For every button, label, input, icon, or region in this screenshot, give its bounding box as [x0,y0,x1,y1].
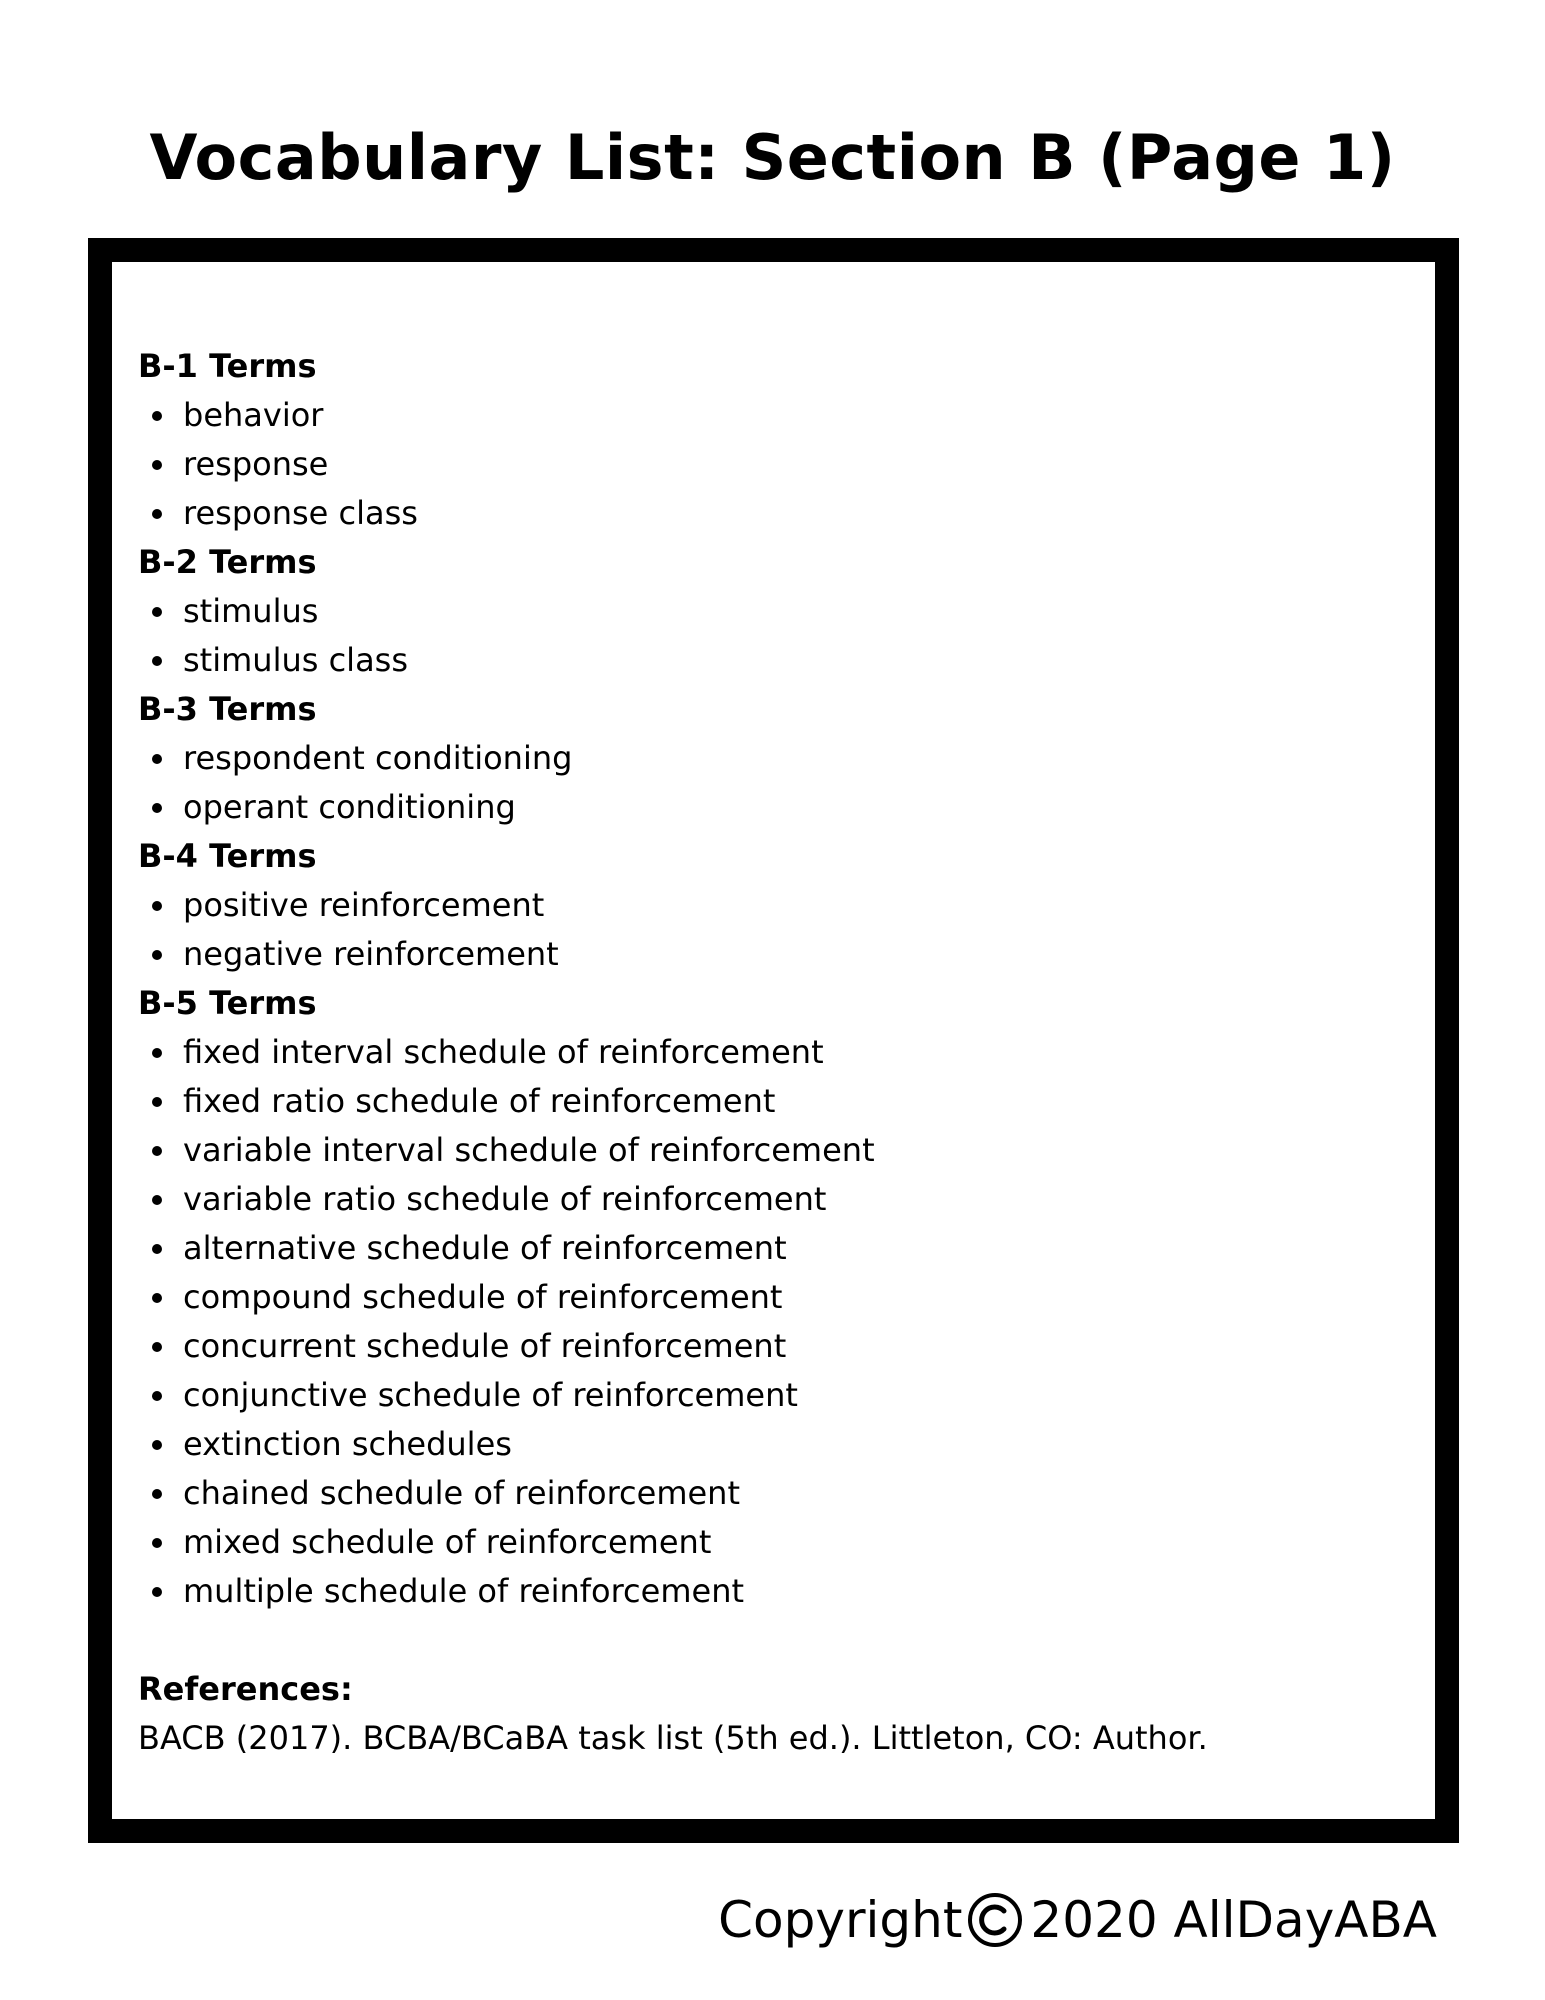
group-heading: B-2 Terms [138,543,317,581]
bullet-icon [152,1489,162,1499]
group-heading: B-5 Terms [138,984,317,1022]
bullet-icon [152,901,162,911]
term-list [138,1028,1438,1616]
term-item [138,1518,1438,1567]
bullet-icon [152,1587,162,1597]
term-text: operant conditioning [183,788,516,826]
bullet-icon [152,1342,162,1352]
term-item [138,1273,1438,1322]
term-text: conjunctive schedule of reinforcement [183,1376,798,1414]
term-text: mixed schedule of reinforcement [183,1523,712,1561]
term-item [138,1028,1438,1077]
copyright-suffix: 2020 AllDayABA [1030,1891,1437,1949]
term-text: concurrent schedule of reinforcement [183,1327,787,1365]
bullet-icon [152,1195,162,1205]
term-list [138,881,1438,979]
vocabulary-content [138,342,1438,1763]
term-group-b3 [138,685,1438,832]
bullet-icon [152,803,162,813]
term-text: multiple schedule of reinforcement [183,1572,745,1610]
bullet-icon [152,1293,162,1303]
page-title: Vocabulary List: Section B (Page 1) [149,121,1396,194]
group-heading: B-4 Terms [138,837,317,875]
term-item [138,1175,1438,1224]
bullet-icon [152,1097,162,1107]
term-text: response [183,445,329,483]
term-item [138,636,1438,685]
term-text: extinction schedules [183,1425,512,1463]
term-text: positive reinforcement [183,886,545,924]
group-heading: B-3 Terms [138,690,317,728]
bullet-icon [152,1391,162,1401]
term-item [138,930,1438,979]
term-text: respondent conditioning [183,739,573,777]
term-item [138,440,1438,489]
term-item [138,489,1438,538]
bullet-icon [152,1538,162,1548]
term-text: chained schedule of reinforcement [183,1474,740,1512]
bullet-icon [152,607,162,617]
copyright-prefix: Copyright [718,1891,963,1949]
term-text: stimulus [183,592,319,630]
copyright-notice [718,1885,1437,1955]
term-group-b1 [138,342,1438,538]
copyright-icon [966,1891,1024,1949]
term-item [138,587,1438,636]
term-item [138,783,1438,832]
references-heading: References: [138,1670,353,1708]
term-group-b2 [138,538,1438,685]
bullet-icon [152,754,162,764]
term-group-b4 [138,832,1438,979]
term-text: variable interval schedule of reinforcement [183,1131,875,1169]
term-text: compound schedule of reinforcement [183,1278,783,1316]
term-text: fixed ratio schedule of reinforcement [183,1082,776,1120]
bullet-icon [152,656,162,666]
term-text: negative reinforcement [183,935,559,973]
term-group-b5 [138,979,1438,1616]
group-heading: B-1 Terms [138,347,317,385]
bullet-icon [152,950,162,960]
term-text: alternative schedule of reinforcement [183,1229,787,1267]
bullet-icon [152,460,162,470]
term-text: behavior [183,396,324,434]
term-item [138,1469,1438,1518]
term-item [138,1077,1438,1126]
vocabulary-box [88,238,1459,1843]
term-item [138,1371,1438,1420]
bullet-icon [152,1244,162,1254]
bullet-icon [152,411,162,421]
term-list [138,391,1438,538]
references-section [138,1665,1438,1763]
bullet-icon [152,1048,162,1058]
term-text: fixed interval schedule of reinforcement [183,1033,824,1071]
bullet-icon [152,1146,162,1156]
term-item [138,1126,1438,1175]
term-list [138,734,1438,832]
term-item [138,1322,1438,1371]
term-item [138,1567,1438,1616]
bullet-icon [152,509,162,519]
term-list [138,587,1438,685]
term-item [138,1224,1438,1273]
term-item [138,1420,1438,1469]
term-item [138,734,1438,783]
bullet-icon [152,1440,162,1450]
term-text: response class [183,494,418,532]
term-item [138,391,1438,440]
term-text: stimulus class [183,641,409,679]
references-text: BACB (2017). BCBA/BCaBA task list (5th ed.). Littleton, CO: Author. [138,1719,1208,1757]
term-text: variable ratio schedule of reinforcement [183,1180,827,1218]
term-item [138,881,1438,930]
